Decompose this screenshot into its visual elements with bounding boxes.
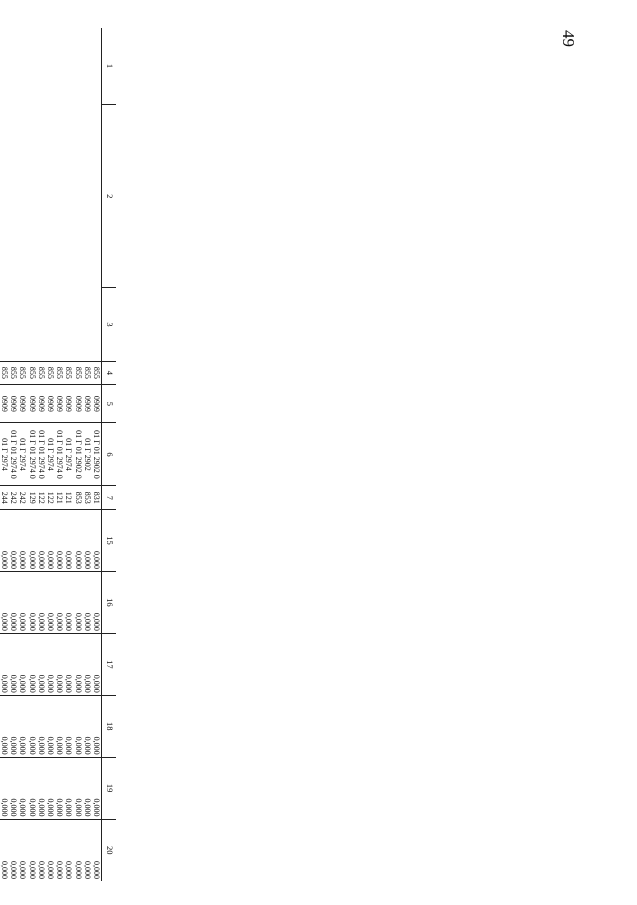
- table-cell: 129: [27, 486, 36, 510]
- table-cell: 0,000: [73, 510, 82, 572]
- table-cell: 0,000: [18, 571, 27, 633]
- table-cell: 0,000: [73, 819, 82, 881]
- table-cell: 0,000: [92, 695, 102, 757]
- table-cell: 0,000: [83, 571, 92, 633]
- empty-description-block: [0, 28, 102, 361]
- table-cell: 0,000: [46, 571, 55, 633]
- budget-table: [0, 28, 116, 881]
- table-cell: 0,000: [83, 695, 92, 757]
- table-cell: 0909: [92, 385, 102, 423]
- table-cell: 0,000: [0, 633, 9, 695]
- table-cell: 0909: [55, 385, 64, 423]
- table-cell: 01 Г 2974: [64, 423, 73, 486]
- table-cell: 0,000: [64, 819, 73, 881]
- table-cell: 0,000: [27, 695, 36, 757]
- table-cell: 853: [83, 486, 92, 510]
- table-cell: 0909: [27, 385, 36, 423]
- table-cell: 855: [18, 361, 27, 385]
- table-cell: 831: [92, 486, 102, 510]
- table-cell: 855: [83, 361, 92, 385]
- table-cell: 0,000: [27, 510, 36, 572]
- table-cell: 01 Г 01 2974 0: [55, 423, 64, 486]
- column-number-row: [102, 28, 117, 881]
- table-cell: 855: [9, 361, 18, 385]
- table-cell: 0,000: [37, 695, 46, 757]
- table-cell: 0,000: [55, 510, 64, 572]
- table-cell: 01 Г 01 2974 0: [37, 423, 46, 486]
- table-cell: 0,000: [46, 695, 55, 757]
- table-cell: 0,000: [37, 510, 46, 572]
- table-cell: 242: [18, 486, 27, 510]
- table-cell: 01 Г 2974: [0, 423, 9, 486]
- table-cell: 0,000: [83, 757, 92, 819]
- table-cell: 0,000: [73, 695, 82, 757]
- column-number: 19: [102, 757, 117, 819]
- column-number: 20: [102, 819, 117, 881]
- table-cell: 855: [92, 361, 102, 385]
- table-cell: 0,000: [0, 757, 9, 819]
- table-cell: 855: [37, 361, 46, 385]
- table-cell: 0,000: [83, 633, 92, 695]
- table-cell: 0,000: [73, 571, 82, 633]
- table-cell: 0,000: [83, 510, 92, 572]
- table-cell: 855: [64, 361, 73, 385]
- table-cell: 0,000: [37, 571, 46, 633]
- table-row: [92, 28, 102, 881]
- table-cell: 0,000: [64, 510, 73, 572]
- table-cell: 0,000: [9, 633, 18, 695]
- table-cell: 0,000: [83, 819, 92, 881]
- column-number: 1: [102, 28, 117, 105]
- table-cell: 01 Г 2902: [83, 423, 92, 486]
- table-cell: 0,000: [46, 510, 55, 572]
- table-cell: 0909: [46, 385, 55, 423]
- table-cell: 0,000: [73, 633, 82, 695]
- table-cell: 0909: [18, 385, 27, 423]
- table-cell: 0,000: [18, 757, 27, 819]
- table-cell: 0,000: [55, 571, 64, 633]
- column-number: 6: [102, 423, 117, 486]
- table-cell: 0,000: [92, 571, 102, 633]
- table-cell: 0909: [64, 385, 73, 423]
- table-cell: 0,000: [64, 571, 73, 633]
- table-cell: 0,000: [18, 510, 27, 572]
- table-cell: 0,000: [9, 819, 18, 881]
- table-cell: 0,000: [92, 757, 102, 819]
- table-cell: 855: [55, 361, 64, 385]
- page-number: 49: [559, 30, 578, 47]
- table-cell: 0,000: [18, 695, 27, 757]
- table-cell: 244: [0, 486, 9, 510]
- table-cell: 0,000: [9, 510, 18, 572]
- table-cell: 0,000: [27, 571, 36, 633]
- column-number: 3: [102, 288, 117, 361]
- table-cell: 0,000: [9, 571, 18, 633]
- table-cell: 242: [9, 486, 18, 510]
- column-number: 16: [102, 571, 117, 633]
- table-cell: 0,000: [9, 695, 18, 757]
- table-cell: 0,000: [55, 757, 64, 819]
- table-cell: 0,000: [46, 633, 55, 695]
- table-cell: 0,000: [27, 633, 36, 695]
- table-cell: 0909: [9, 385, 18, 423]
- table-cell: 0,000: [0, 695, 9, 757]
- column-number: 2: [102, 105, 117, 288]
- table-cell: 855: [0, 361, 9, 385]
- table-cell: 0,000: [0, 819, 9, 881]
- column-number: 15: [102, 510, 117, 572]
- table-cell: 853: [73, 486, 82, 510]
- table-cell: 01 Г 2974: [46, 423, 55, 486]
- table-cell: 0909: [83, 385, 92, 423]
- table-cell: 0,000: [64, 695, 73, 757]
- table-cell: 0,000: [46, 757, 55, 819]
- table-cell: 855: [46, 361, 55, 385]
- table-cell: 0909: [73, 385, 82, 423]
- table-cell: 0,000: [73, 757, 82, 819]
- table-cell: 0,000: [18, 633, 27, 695]
- table-cell: 0,000: [55, 633, 64, 695]
- table-cell: 855: [27, 361, 36, 385]
- budget-table-sheet: [0, 28, 116, 881]
- column-number: 4: [102, 361, 117, 385]
- table-cell: 0,000: [27, 757, 36, 819]
- table-cell: 0,000: [55, 819, 64, 881]
- table-cell: 0,000: [64, 633, 73, 695]
- table-cell: 0,000: [18, 819, 27, 881]
- table-cell: 0909: [0, 385, 9, 423]
- table-cell: 0,000: [37, 757, 46, 819]
- table-cell: 121: [55, 486, 64, 510]
- table-cell: 0,000: [55, 695, 64, 757]
- table-cell: 01 Г 2974: [18, 423, 27, 486]
- column-number: 5: [102, 385, 117, 423]
- column-number: 7: [102, 486, 117, 510]
- table-cell: 0,000: [0, 510, 9, 572]
- column-number: 17: [102, 633, 117, 695]
- table-cell: 0,000: [27, 819, 36, 881]
- table-cell: 0,000: [92, 510, 102, 572]
- table-cell: 122: [46, 486, 55, 510]
- table-cell: 855: [73, 361, 82, 385]
- table-cell: 01 Г 01 2974 0: [9, 423, 18, 486]
- table-cell: 122: [37, 486, 46, 510]
- column-number: 18: [102, 695, 117, 757]
- table-cell: 0,000: [37, 633, 46, 695]
- table-cell: 0,000: [92, 633, 102, 695]
- table-cell: 0,000: [37, 819, 46, 881]
- table-cell: 0,000: [0, 571, 9, 633]
- table-cell: 0,000: [46, 819, 55, 881]
- table-cell: 0909: [37, 385, 46, 423]
- table-cell: 01 Г 01 2902 0: [73, 423, 82, 486]
- table-cell: 0,000: [9, 757, 18, 819]
- table-cell: 01 Г 01 2974 0: [27, 423, 36, 486]
- table-cell: 0,000: [64, 757, 73, 819]
- table-cell: 121: [64, 486, 73, 510]
- table-cell: 0,000: [92, 819, 102, 881]
- table-cell: 01 Г 01 2902 0: [92, 423, 102, 486]
